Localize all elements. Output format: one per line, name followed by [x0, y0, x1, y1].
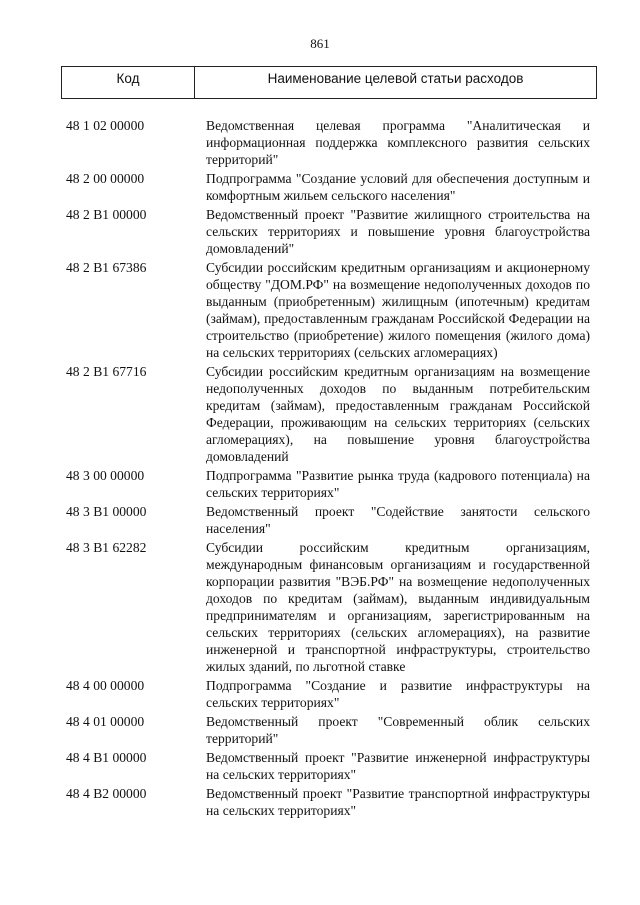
- table-row: [0, 467, 640, 501]
- table-row: [0, 539, 640, 675]
- row-description: Ведомственный проект "Развитие инженерной инфраструктуры на сельских территориях": [206, 750, 590, 782]
- row-code: 48 1 02 00000: [66, 118, 145, 133]
- row-code: 48 2 B1 67716: [66, 364, 147, 379]
- row-code: 48 4 B2 00000: [66, 786, 147, 801]
- table-row: [0, 170, 640, 204]
- row-code: 48 4 B1 00000: [66, 750, 147, 765]
- row-code: 48 3 B1 00000: [66, 504, 147, 519]
- row-description: Ведомственный проект "Содействие занятости сельского населения": [206, 504, 590, 536]
- table-body: [0, 117, 640, 821]
- header-name-label: Наименование целевой статьи расходов: [267, 71, 524, 86]
- row-description: Подпрограмма "Создание условий для обеспечения доступным и комфортным жильем сельского населения": [206, 171, 590, 203]
- row-code: 48 4 01 00000: [66, 714, 145, 729]
- table-row: [0, 259, 640, 361]
- table-row: [0, 363, 640, 465]
- table-row: [0, 503, 640, 537]
- table-row: [0, 749, 640, 783]
- row-description: Подпрограмма "Создание и развитие инфраструктуры на сельских территориях": [206, 678, 590, 710]
- page-number: 861: [310, 36, 330, 51]
- row-description: Ведомственный проект "Развитие транспортной инфраструктуры на сельских территориях": [206, 786, 590, 818]
- table-header: [61, 66, 597, 99]
- row-code: 48 3 00 00000: [66, 468, 145, 483]
- row-code: 48 2 B1 67386: [66, 260, 147, 275]
- header-code-label: Код: [62, 67, 195, 98]
- row-code: 48 2 00 00000: [66, 171, 145, 186]
- row-description: Субсидии российским кредитным организациям и акционерному обществу "ДОМ.РФ" на возмещение недополученных доходов по выданным (приобретенным) жилищным (ипотечным) кредитам (займам), предоставленным гражданам Российской Федерации на строительство (приобретение) жилого помещения (жилого дома) на сельских территориях (сельских агломерациях): [206, 260, 590, 360]
- row-description: Подпрограмма "Развитие рынка труда (кадрового потенциала) на сельских территориях": [206, 468, 590, 500]
- table-row: [0, 785, 640, 819]
- row-code: 48 4 00 00000: [66, 678, 145, 693]
- row-description: Ведомственный проект "Развитие жилищного строительства на сельских территориях и повышение уровня благоустройства домовладений": [206, 207, 590, 256]
- row-description: Ведомственный проект "Современный облик сельских территорий": [206, 714, 590, 746]
- table-row: [0, 713, 640, 747]
- table-row: [0, 206, 640, 257]
- row-code: 48 2 B1 00000: [66, 207, 147, 222]
- table-row: [0, 677, 640, 711]
- row-description: Субсидии российским кредитным организациям на возмещение недополученных доходов по выданным потребительским кредитам (займам), предоставленным гражданам Российской Федерации, проживающим на сельских территориях (сельских агломерациях), на повышение уровня благоустройства домовладений: [206, 364, 590, 464]
- table-row: [0, 117, 640, 168]
- row-description: Ведомственная целевая программа "Аналитическая и информационная поддержка комплексного развития сельских территорий": [206, 118, 590, 167]
- row-code: 48 3 B1 62282: [66, 540, 147, 555]
- row-description: Субсидии российским кредитным организациям, международным финансовым организациям и государственной корпорации развития "ВЭБ.РФ" на возмещение недополученных доходов по кредитам (займам), выданным индивидуальным предпринимателям и организациям, зарегистрированным на сельских территориях (сельских агломерациях), на развитие инженерной и транспортной инфраструктуры, строительство жилых зданий, по льготной ставке: [206, 540, 590, 674]
